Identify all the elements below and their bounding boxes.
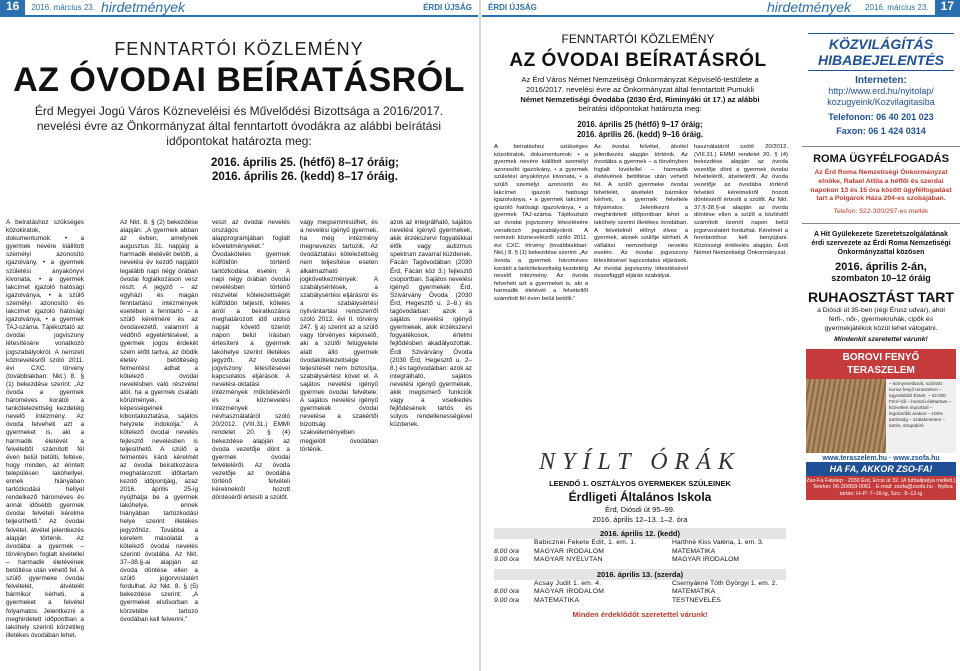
terrace-photo — [806, 379, 886, 453]
open-lessons-school: Érdligeti Általános Iskola — [568, 490, 712, 504]
left-date-1: 2016. április 25. (hétfő) 8–17 óráig; — [211, 157, 399, 169]
left-sub-line-2: nevelési évre az Önkormányzat által fenntartott óvodákra az alábbi beírátási — [36, 119, 442, 133]
right-page-date: 2016. március 23. — [865, 3, 929, 12]
terrace-ad-body — [806, 379, 956, 453]
charity-time: szombaton 10–12 óráig — [831, 273, 931, 284]
schedule-row: 9.00 óra MAGYAR NYELVTAN MAGYAR IRODALOM — [494, 556, 740, 564]
left-enrolment-dates — [205, 156, 405, 184]
right-sidebar — [802, 19, 960, 671]
left-article-column-2: Az Nkt. 8. § (2) bekezdése alapján: „A gyermek abban az évben, amelynek augusztus 31. napjáig a harmadik életévét betölti, a nevelési év kezdő napjától legalább napi négy órában óvodai foglalkozáson vesz részt. A jegyző – az egyházi és magán fenntartású intézmények esetében a fenntartó – a szülő kérelmére és az óvodavezető, valamint a védőnő egyetértésével, a gyermek jogos érdekét szem előtt tartva, az ötödik életév betöltéséig felmentést adhat a kötelező óvodai nevelésben való részvétel alól, ha a gyermek családi körülményei, képességeinek kibontakoztatása, sajátos helyzete indokolja.” A kötelező óvodai nevelés fejlesztő nevelésben is teljesíthető. A szülő a felmentés iránti kérelmét az óvodai beiratkozásra meghatározott időtartam kezdő időpontjáig, azaz 2016. április 25-ig nyújthatja be a gyermek lakóhelye, ennek hiányában tartózkodási helye szerint illetékes jegyzőhöz. Továbbá a kérelem másolatát a kötelező óvodai nevelés szerinti óvodába. Az Nkt. 37–38.§-ai alapján az óvoda döntése ellen a szülő jogorvoslatért fordulhat. Az Nkt. 8. § (5) bekezdése szerint: „A gyermeket elsősorban a körzetébe tartozó óvodában kell felvenni.” — [120, 219, 198, 623]
left-page-date: 2016. március 23. — [31, 3, 95, 12]
right-article-column-2: Az óvodai felvétel, átvétel jelentkezés alapján történik. Az óvodába a gyermek – a törvényben foglalt kivétellel – harmadik életévének betöltése után vehető fel. A szülő gyermeke óvodai felvételét, átvételét bármikor kérheti, a gyermek felvétele folyamatos. Jelentkezni a meghirdetett időpontban lehet a lakóhely szerint illetékes óvodában. A felvételnél előnyt élvez a gyermek, akinek szülője kérheti. A vállalási nemzetiségi nevelés esetén. Az óvodai jogviszony létesítésével kapcsolatos eljárások. Az óvodai jogviszony létesítésével összefüggő eljárás szabályai. — [594, 144, 688, 280]
terrace-ad-websites[interactable]: www.teraszelem.hu · www.zsofa.hu — [822, 454, 940, 462]
left-headline: AZ ÓVODAI BEÍRATÁSRÓL — [13, 61, 465, 99]
right-kicker: FENNTARTÓI KÖZLEMÉNY — [561, 32, 715, 46]
internet-label: Interneten: — [855, 75, 907, 86]
schedule-row: Acsay Judit 1. em. 4. Csernyákné Tóth Györgyi 1. em. 2. — [534, 579, 778, 587]
right-page — [482, 19, 960, 671]
right-sub-line-3: Német Nemzetiségi Óvodába (2030 Érd, Riminyáki út 17.) az alábbi — [520, 94, 760, 104]
left-sub-line-1: Érd Megyei Jogú Város Közneveléisi és Művelődési Bizottsága a 2016/2017. — [34, 104, 444, 118]
open-lessons-notice — [494, 449, 786, 619]
right-headline: AZ ÓVODAI BEÍRATÁSRÓL — [509, 50, 767, 71]
left-paper-name: ÉRDI ÚJSÁG — [423, 3, 472, 12]
left-subheading — [0, 104, 478, 149]
report-fax: Faxon: 06 1 424 0314 — [836, 126, 926, 136]
terrace-ad-features: – környezetbarát, száritott borovi fenyő teraszelem – egyedülálló Érsek. – 32.000 Ft/m²-től – hosszú élettartam – közvetlen importból – legolcsóbb árakon – 100% tartósság – szálakmentes – tartós, strapabíró — [889, 380, 952, 428]
right-date-1: 2016. április 25 (hétfő) 9–17 óráig; — [577, 120, 703, 129]
left-page-number: 16 — [0, 0, 25, 15]
schedule-row: Babicznéi Fekete Edit, 1. em. 1. Harthné Kiss Valéria, 1. em. 3. — [534, 539, 764, 546]
right-page-number: 17 — [935, 0, 960, 15]
left-article-column-1: A beíratáshoz szükséges közokiratok, dokumentumok: • a gyermek nevére kiállított személyi azonosító igazolvány, • a gyermek születési anyakönyvi kivonata, • a gyermek lakcímet igazoló hatósági igazolványa, • a szülő személyi azonosító és lakcímet igazoló hatósági igazolványa, • a gyermek TAJ-száma. Tájékoztató az óvodai jogviszony létesítésére vonatkozó jogszabályokról. A nemzeti köznevelésről szóló 2011. évi CXC. törvény (továbbiakban: Nkt.) 8. § (1) bekezdése szerint: „Az óvoda a gyermek hároméves korától a tankötelezettség kezdetéig nevelő intézmény. Az óvoda felveheti azt a gyermeket is, aki a harmadik életévét a felvételtől számított fél éven belül betölti, feltéve, hogy minden, az érintett településen lakóhellyel, ennek hiányában tartózkodási hellyel rendelkező hároméves és annál idősebb gyermek óvodai felvételi kérelme teljesíthető.” Az óvodai felvétel, átvétel jelentkezés alapján történik. Az óvodába a gyermek – törvényben foglalt kivétellel – harmadik életévének betöltése után vehető fel. A szülő gyermeke óvodai felvételét, átvételét bármikor kérheti, a gyermeket a felvétel folyamatos. Jelentkezni a meghirdetett időpontban a lakóhely szerinti körzetileg illetékes óvodában lehet. — [6, 219, 84, 639]
left-article-column-5: azok az integrálható, sajátos nevelési igényű gyermekek, akik érzékszervi fogyatékkal élők vagy autizmus spektrum zavarral küzdenek. Fácán Tagóvodában (2030 Érd, Fácán köz 3.) fejlesztő csoportban. Sajátos nevelési igényű gyermekek Érd, Szivárvány Óvoda (2030 Érd, Hegesztő u. 2–8.) és tagóvodáiban: azok a sajátos nevelési igényű gyermekek, akik érzékszervi fogyatékosok, értelmi fejlődésben akadályozottak. Érdi Szivárvány Óvoda (2030 Érd, Hegesztő u. 2–8.) és tagóvodáiban: azok az integrálható, sajátos nevelési igényű gyermekek, akik megismerő funkciók vagy a viselkedés fejlődésének tartós és súlyos rendellenességével küzdenek. — [390, 219, 472, 429]
open-lessons-footer: Minden érdeklődőt szeretettel várunk! — [572, 609, 708, 619]
report-url-line-2[interactable]: kozugyeink/Kozvilagitasiba — [827, 97, 935, 107]
report-phone: Telefonon: 06 40 201 023 — [828, 112, 934, 122]
zsofa-slogan: HA FA, AKKOR ZSO-FA! — [806, 462, 956, 476]
schedule-row: 8.00 óra MAGYAR IRODALOM MATEMATIKA — [494, 588, 716, 596]
zsofa-contact: Zso-Fa Fatelep · 2030 Érd, Ercsi út 32. (A futballpálya mellett.) · Telefon: 06-30/858-0061 · E-mail: zsofa@zsofa.hu · Nyitva tartás: H–P: 7–16-ig, Szo.: 8–12-ig — [806, 476, 956, 500]
charity-date: 2016. április 2-án, — [835, 261, 927, 274]
streetlight-report-heading: KÖZVILÁGÍTÁS HIBABEJELENTÉS — [808, 33, 954, 71]
roma-office-phone: Telefon: 522-300/297-es mellék — [833, 208, 929, 216]
right-article-column-3: használatáról szóló 20/2012. (VIII.31.) EMMI rendelet 20. § (4) bekezdése alapján az óvoda vezetője dönt a gyermek óvodai felvételéről, átvételéről. Az óvoda vezetője az óvodába történő felvételi kérelmekről hozott döntéséről értesíti a szülőt. Az Nkt. 37.§-38.§-ai alapján az óvoda döntése ellen a szülő a közléstől számított tizenöt napon belül jogorvoslatért fordulhat. Kérelmét a fenntartóhoz kell benyújtani. Közösségi értékelés alapján. Érdi Német Nemzetiségi Önkormányzat. — [694, 144, 788, 257]
clothes-distribution-title: RUHAOSZTÁST TART — [808, 289, 954, 306]
left-sub-line-3: időpontokat határozta meg: — [166, 134, 312, 148]
open-lessons-range: 2016. április 12–13. 1–2. óra — [592, 515, 688, 524]
roma-office-hours-title: ROMA ÜGYFÉLFOGADÁS — [802, 146, 960, 165]
open-lessons-address: Érd, Diósdi út 95–99. — [604, 505, 676, 514]
schedule-row: 8.00 óra MAGYAR IRODALOM MATEMATIKA — [494, 547, 716, 555]
roma-office-hours-text: Az Érd Roma Nemzetiségi Önkormányzat elnöke, Rafael Attila a héffői és szerdai napokon 13 és 15 óra között ügyfélfogadást tart a Polgárok Háza 204-es szobájában. — [810, 169, 952, 203]
right-enrolment-dates — [494, 120, 786, 140]
right-article-column-1: A beíratáshoz szükséges közokiratok, dokumentumok: • a gyermek nevére kiállított személyi azonosító igazolvány, • a gyermek születési anyakönyvi kivonata, • a szülő személyi azonosító és lakcímet igazoló hatósági igazolványa, • a gyermek lakcímet igazoló hatósági igazolványa, • a gyermek TAJ-száma. Tájékoztató az óvodai jogviszony létesítésére vonatkozó jogszabályokról. A nemzeti köznevelésről szóló 2011. évi CXC. törvény (továbbiakban: Nkt.) 8. § (1) bekezdése szerint: „Az óvoda a gyermek hároméves korától a tankötelezettség kezdetéig nevelő intézmény. Az óvoda felveheti azt a gyermeket is, aki a harmadik életévét a felvételtől számított fél éven belül betölti.” — [494, 144, 588, 302]
report-url-line-1[interactable]: http://www.erd.hu/nyitolap/ — [828, 86, 934, 96]
right-sub-line-4: beíratási időpontokat határozta meg: — [578, 104, 702, 114]
left-article-column-4: vagy megsemmisülhet, és a nevelési igényű gyermek, ha még intézmény megnevezés tartozik. Az óvodáztatási kötelezettség nem teljesítése esetén alkalmazható jogkövetkezmények: A szabálysértések, a szabálysértési eljárásról és a szabálysértési nyilvántartási rendszerről szóló 2012. évi II. törvény 247. § a) szerint az a szülő vagy törvényes képviselő, aki a szülői felügyelete alatt álló gyermek óvodakötelezettsége teljesítését nem biztosítja, szabálysértést követ el. A sajátos nevelési igényű gyermek óvodai felvétele: A sajátos nevelési igényű gyermekek óvodai nevelése a szakértői bizottság szakvéleményében megjelölt óvodában történik. — [300, 219, 378, 453]
right-date-2: 2016. április 26. (kedd) 9–16 óráig. — [576, 130, 704, 139]
left-kicker: FENNTARTÓI KÖZLEMÉNY — [114, 39, 364, 59]
open-lessons-day-1: 2016. április 12. (kedd) — [494, 528, 786, 539]
right-sub-line-2: 2016/2017. nevelési évre az Önkormányzat által fenntartott Pumukli — [526, 84, 754, 94]
charity-intro: A Hit Gyülekezete Szeretetszolgálatának érdi szervezete az Érdi Roma Nemzetiségi Önkormányzattal közösen — [802, 223, 960, 257]
open-lessons-day-2: 2016. április 13. (szerda) — [494, 569, 786, 580]
left-page-header — [0, 0, 478, 17]
open-lessons-audience: LEENDŐ 1. OSZTÁLYOS GYERMEKEK SZÜLEINEK — [549, 479, 731, 488]
page-gutter — [479, 0, 481, 671]
left-page — [0, 19, 478, 671]
clothes-distribution-welcome: Mindenkit szeretettel várunk! — [834, 335, 928, 343]
left-article-column-3: veszi az óvodai nevelés országos alapprogramjában foglalt követelményeket.” Óvodaköteles gyermek külföldön történő tartózkodása esetén: A napi négy órában óvodai nevelésben történő részvétel kötelezettségét külföldön teljesíti, köteles arról a beiratkozásra meghatározott idő utolsó napját követő tizenöt napon belül írásban értesíteni a gyermek lakóhelye szerint illetékes jegyzőt. Az óvodai jogviszony létesítésével kapcsolatos eljárások. A nevelési-oktatási intézmények működéséről és a köznevelési intézmények névhasználatáról szóló 20/2012. (VIII.31.) EMMI rendelet 20. § (4) bekezdése alapján az óvoda vezetője dönt a gyermek óvodai felvételéről. Az óvoda vezetője az óvodába történő felvételi kérelmekről hozott döntéséről értesíti a szülőt. — [212, 219, 290, 502]
right-sub-line-1: Az Érd Város Német Nemzetiségi Önkormányzat Képviselő-testülete a — [521, 75, 759, 84]
left-date-2: 2016. április 26. (kedd) 8–17 óráig. — [211, 171, 398, 183]
left-section-title: hirdetmények — [100, 0, 185, 15]
schedule-row: 9.00 óra MATEMATIKA TESTNEVELÉS — [494, 596, 721, 604]
open-lessons-title: NYÍLT ÓRÁK — [539, 449, 741, 475]
clothes-distribution-text: a Diósdi út 35-ben (régi Érusz udvar), ahol férfi-, női-, gyermekruhák, cipők és gyermekjátékok közül lehet válogatni. — [817, 307, 945, 332]
right-subheading — [494, 75, 786, 114]
right-paper-name: ÉRDI ÚJSÁG — [488, 3, 537, 12]
right-page-header — [482, 0, 960, 17]
right-section-title: hirdetmények — [767, 0, 852, 15]
terrace-ad-banner: BOROVI FENYŐ TERASZELEM — [806, 349, 956, 379]
